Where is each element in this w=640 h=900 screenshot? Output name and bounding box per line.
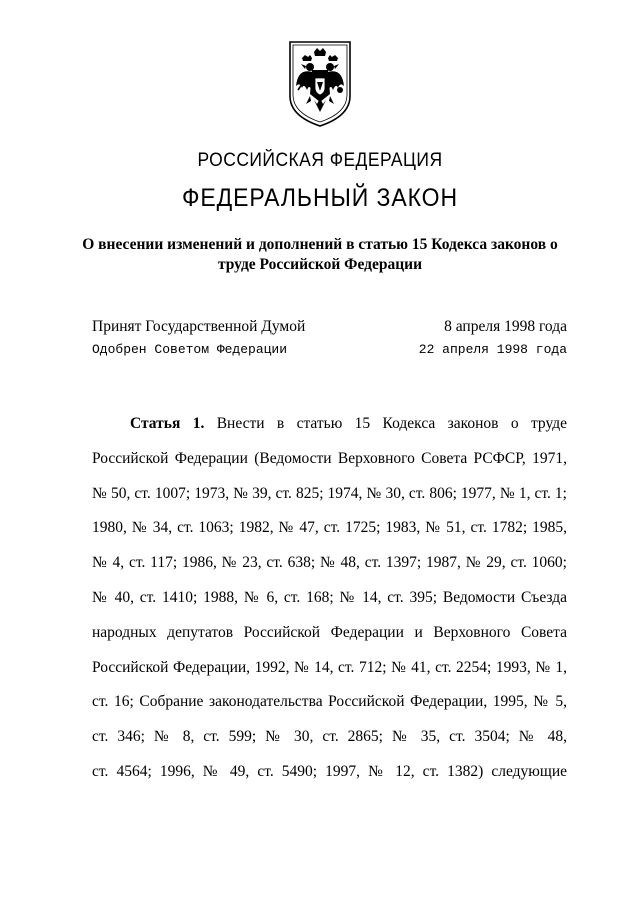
article-line: ст. 346; № 8, ст. 599; № 30, ст. 2865; № 35, ст. 3504; № 48, — [92, 728, 567, 746]
article-line: № 50, ст. 1007; 1973, № 39, ст. 825; 1974, № 30, ст. 806; 1977, № 1, ст. 1; — [92, 484, 567, 502]
article-line: Российской Федерации, 1992, № 14, ст. 712; № 41, ст. 2254; 1993, № 1, — [92, 658, 567, 676]
adoption-council-label: Одобрен Советом Федерации — [92, 342, 288, 357]
adoption-duma-date: 8 апреля 1998 года — [444, 318, 567, 335]
document-type-heading: ФЕДЕРАЛЬНЫЙ ЗАКОН — [182, 184, 458, 212]
adoption-council-date: 22 апреля 1998 года — [418, 342, 567, 357]
country-heading: РОССИЙСКАЯ ФЕДЕРАЦИЯ — [197, 150, 443, 171]
article-line: ст. 16; Собрание законодательства Российской Федерации, 1995, № 5, — [92, 693, 567, 711]
coat-of-arms-icon — [284, 38, 356, 130]
law-title — [60, 235, 580, 275]
article-line-text: Внести в статью 15 Кодекса законов о труде — [216, 415, 567, 432]
article-heading: Статья 1. — [130, 415, 205, 432]
law-title-line: О внесении изменений и дополнений в статью 15 Кодекса законов о — [82, 236, 558, 253]
article-line: ст. 4564; 1996, № 49, ст. 5490; 1997, № 12, ст. 1382) следующие — [92, 762, 567, 780]
article-line: народных депутатов Российской Федерации и Верховного Совета — [92, 623, 567, 641]
article-line — [92, 413, 567, 448]
article-line: 1980, № 34, ст. 1063; 1982, № 47, ст. 1725; 1983, № 51, ст. 1782; 1985, — [92, 519, 567, 537]
law-title-line: труде Российской Федерации — [217, 256, 423, 273]
adoption-duma-label: Принят Государственной Думой — [92, 318, 306, 335]
article-line: № 4, ст. 117; 1986, № 23, ст. 638; № 48, ст. 1397; 1987, № 29, ст. 1060; — [92, 554, 567, 572]
article-line: № 40, ст. 1410; 1988, № 6, ст. 168; № 14, ст. 395; Ведомости Съезда — [92, 588, 567, 606]
article-line: Российской Федерации (Ведомости Верховного Совета РСФСР, 1971, — [92, 449, 567, 467]
article-body — [92, 413, 567, 796]
